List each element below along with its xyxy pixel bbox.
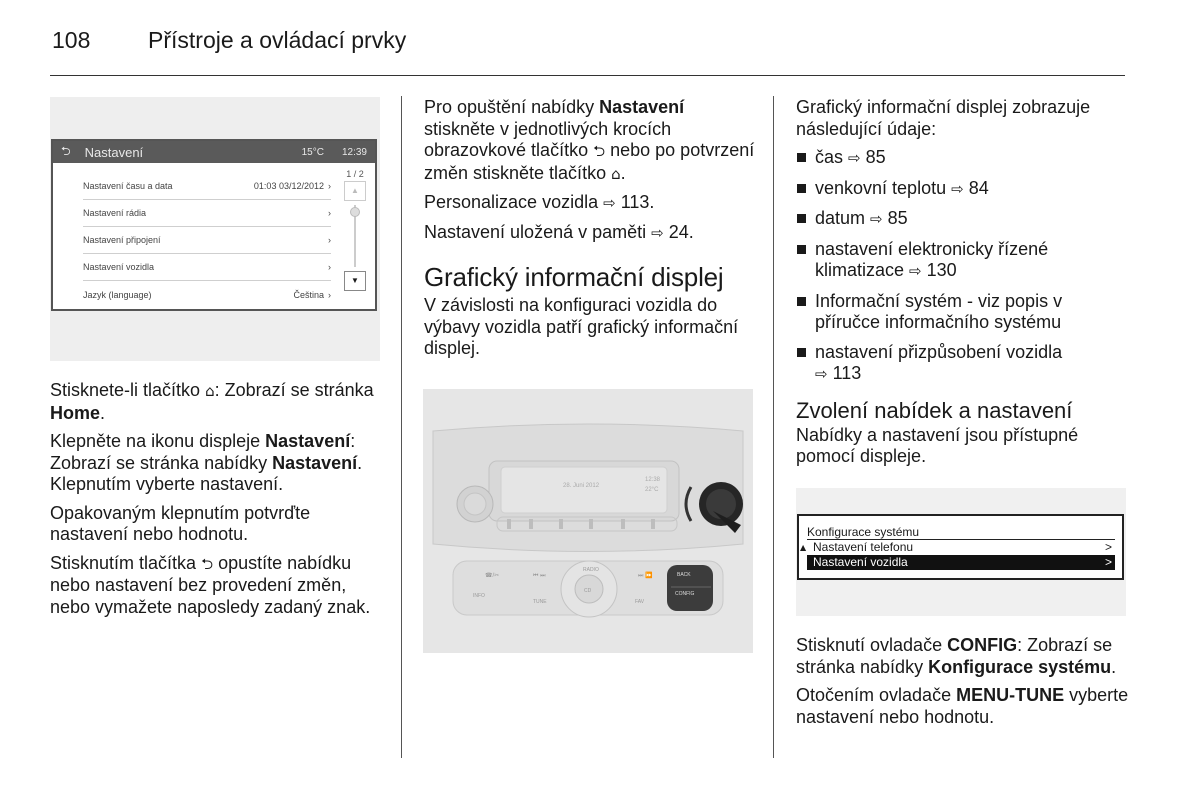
list-item xyxy=(796,178,1131,201)
row-label: Nastavení vozidla xyxy=(83,262,155,272)
text-bold: Konfigurace systému xyxy=(928,656,1112,677)
list-item xyxy=(796,291,1131,334)
settings-row-vehicle[interactable] xyxy=(83,254,331,281)
page-ref: 24. xyxy=(668,221,694,242)
settings-titlebar xyxy=(53,141,375,163)
chevron-right-icon: › xyxy=(328,208,331,218)
list-item xyxy=(796,208,1131,231)
text-bold: Nastavení xyxy=(272,452,358,473)
text: : Zobrazí se stránka nabídky xyxy=(796,635,1113,677)
bullet-icon xyxy=(797,245,806,254)
radio-button[interactable]: RADIO xyxy=(583,567,599,573)
cross-reference-icon: ⇨ xyxy=(848,149,861,167)
paragraph xyxy=(424,192,759,215)
settings-title: Nastavení xyxy=(84,144,144,160)
row-label: Nastavení telefonu xyxy=(813,540,914,554)
text-bold: CONFIG xyxy=(947,635,1018,655)
config-screen xyxy=(797,514,1124,580)
cross-reference-icon: ⇨ xyxy=(815,365,828,383)
triangle-up-icon: ▲ xyxy=(800,543,807,552)
cd-button[interactable]: CD xyxy=(584,588,592,594)
config-title xyxy=(807,525,1115,540)
cross-reference-icon: ⇨ xyxy=(870,210,883,228)
bullet-icon xyxy=(797,348,806,357)
text-bold: Nastavení xyxy=(599,97,685,117)
svg-text:☎/✂: ☎/✂ xyxy=(485,573,500,579)
text: Informační systém - viz popis v příručce informačního systému xyxy=(815,290,1063,332)
row-label: Nastavení vozidla xyxy=(813,555,908,569)
chevron-right-icon: > xyxy=(1104,540,1112,554)
settings-row-time-date[interactable] xyxy=(83,173,331,200)
row-label: Nastavení připojení xyxy=(83,235,161,245)
cross-reference-icon: ⇨ xyxy=(603,194,616,212)
config-row-vehicle[interactable] xyxy=(807,555,1115,570)
page-indicator: 1 / 2 xyxy=(346,169,364,179)
scroll-track[interactable] xyxy=(354,205,356,267)
row-value: 01:03 03/12/2012 xyxy=(253,181,324,191)
bullet-list xyxy=(796,147,1131,386)
page-ref: 113. xyxy=(620,192,655,212)
tune-button[interactable]: TUNE xyxy=(533,599,547,605)
config-screen-figure xyxy=(796,488,1126,616)
clock: 12:39 xyxy=(341,146,367,158)
cross-reference-icon: ⇨ xyxy=(951,179,964,198)
page-number: 108 xyxy=(52,27,91,53)
bullet-icon xyxy=(797,214,806,223)
text: nastavení elektronicky řízené klimatizace xyxy=(815,238,1049,280)
dashboard-illustration xyxy=(423,389,753,653)
config-title-text: Konfigurace systému xyxy=(807,525,920,539)
text: Pro opuštění nabídky xyxy=(424,97,600,117)
paragraph: Grafický informační displej zobrazuje následující údaje: xyxy=(796,97,1091,139)
text: Stisknutí ovladače xyxy=(796,635,948,655)
bullet-icon xyxy=(797,184,806,193)
row-label: Nastavení rádia xyxy=(83,208,147,218)
text: Stisknete-li tlačítko xyxy=(50,380,206,400)
paragraph: Nabídky a nastavení jsou přístupné pomocí displeje. xyxy=(796,424,1079,466)
list-item xyxy=(796,342,1131,386)
chevron-right-icon: › xyxy=(328,181,331,191)
text: nebo po potvrzení změn stiskněte tlačítko xyxy=(424,140,755,183)
svg-text:⏮ ⏭: ⏮ ⏭ xyxy=(533,573,546,579)
home-icon: ⌂ xyxy=(611,164,621,183)
text: . Klepnutím vyberte nastavení. xyxy=(50,452,363,494)
fav-button[interactable]: FAV xyxy=(635,599,645,605)
paragraph xyxy=(50,553,385,619)
list-item xyxy=(796,147,1131,170)
cross-reference-icon: ⇨ xyxy=(651,223,664,242)
home-icon: ⌂ xyxy=(205,382,215,400)
temperature: 15°C xyxy=(301,146,324,158)
text: . xyxy=(620,162,626,183)
text-bold: MENU-TUNE xyxy=(956,685,1065,705)
config-row-phone[interactable] xyxy=(800,540,1115,555)
scroll-up-icon[interactable]: ▲ xyxy=(344,181,366,201)
paragraph xyxy=(424,97,759,185)
text-bold: Nastavení xyxy=(265,431,351,451)
scroll-knob[interactable] xyxy=(350,207,360,217)
section-heading: Grafický informační displej xyxy=(424,262,724,292)
text: opustíte nabídku nebo nastavení bez provedení změn, nebo vymažete naposledy zadaný znak. xyxy=(50,552,371,617)
config-button[interactable]: CONFIG xyxy=(675,591,695,597)
column-1 xyxy=(50,380,385,625)
back-icon[interactable]: ⮌ xyxy=(61,143,71,158)
row-label: Nastavení času a data xyxy=(83,181,173,191)
scrollbar[interactable] xyxy=(343,169,367,305)
settings-screen-figure xyxy=(50,97,380,361)
settings-row-language[interactable] xyxy=(83,281,331,308)
bullet-icon xyxy=(797,153,806,162)
back-button[interactable]: BACK xyxy=(677,572,691,578)
text: vyberte nastavení nebo hodnotu. xyxy=(796,685,1129,727)
paragraph: Opakovaným klepnutím potvrďte nastavení nebo hodnotu. xyxy=(50,502,311,544)
column-divider-1 xyxy=(401,96,402,758)
section-heading: Zvolení nabídek a nastavení xyxy=(796,397,1073,423)
page-ref: 113 xyxy=(832,363,862,383)
scroll-down-icon[interactable]: ▼ xyxy=(344,271,366,291)
display-temp: 22°C xyxy=(645,487,659,493)
back-icon: ⮌ xyxy=(201,554,214,573)
paragraph: V závislosti na konfiguraci vozidla do výbavy vozidla patří grafický informační displej. xyxy=(424,295,739,358)
text: : Zobrazí se stránka nabídky xyxy=(50,431,356,473)
page-ref: 130 xyxy=(926,260,957,280)
text: venkovní teplotu xyxy=(815,177,952,198)
chevron-right-icon: › xyxy=(328,262,331,272)
column-divider-2 xyxy=(773,96,774,758)
text-bold: Home xyxy=(50,402,101,423)
paragraph xyxy=(796,635,1131,678)
column-3-bottom xyxy=(796,635,1131,735)
page-ref: 85 xyxy=(887,208,908,228)
display-time: 12:38 xyxy=(645,477,661,483)
paragraph xyxy=(424,222,759,245)
column-2 xyxy=(424,97,759,367)
text: nastavení přizpůsobení vozidla xyxy=(815,341,1063,362)
back-icon: ⮌ xyxy=(593,142,606,160)
info-button[interactable]: INFO xyxy=(473,593,485,599)
text: Klepněte na ikonu displeje xyxy=(50,431,266,451)
paragraph xyxy=(796,685,1131,728)
text: datum xyxy=(815,208,871,228)
text: Stisknutím tlačítka xyxy=(50,552,202,573)
dashboard-figure xyxy=(423,389,753,653)
paragraph xyxy=(50,380,385,424)
row-label: Jazyk (language) xyxy=(83,289,152,300)
text: . xyxy=(1111,656,1117,677)
column-3 xyxy=(796,97,1131,475)
settings-screen xyxy=(51,139,377,311)
chevron-right-icon: > xyxy=(1104,555,1112,569)
bullet-icon xyxy=(797,297,806,306)
text: . xyxy=(100,402,106,423)
text: : Zobrazí se stránka xyxy=(214,380,374,400)
page-ref: 85 xyxy=(865,147,886,167)
chevron-right-icon: › xyxy=(328,289,331,300)
settings-row-connection[interactable] xyxy=(83,227,331,254)
svg-text:⏭ ⏩: ⏭ ⏩ xyxy=(638,573,653,579)
display-date: 28. Juni 2012 xyxy=(563,483,600,489)
cross-reference-icon: ⇨ xyxy=(909,262,922,280)
text: čas xyxy=(815,147,849,167)
text: stiskněte v jednotlivých krocích obrazovkové tlačítko xyxy=(424,118,672,160)
header-rule xyxy=(50,75,1125,76)
row-value: Čeština xyxy=(293,289,324,300)
text: Personalizace vozidla xyxy=(424,192,604,212)
settings-row-radio[interactable] xyxy=(83,200,331,227)
page-ref: 84 xyxy=(968,177,989,198)
paragraph xyxy=(50,431,385,496)
chevron-right-icon: › xyxy=(328,235,331,245)
list-item xyxy=(796,239,1131,283)
text: Otočením ovladače xyxy=(796,685,957,705)
page-title: Přístroje a ovládací prvky xyxy=(148,27,407,53)
text: Nastavení uložená v paměti xyxy=(424,221,652,242)
